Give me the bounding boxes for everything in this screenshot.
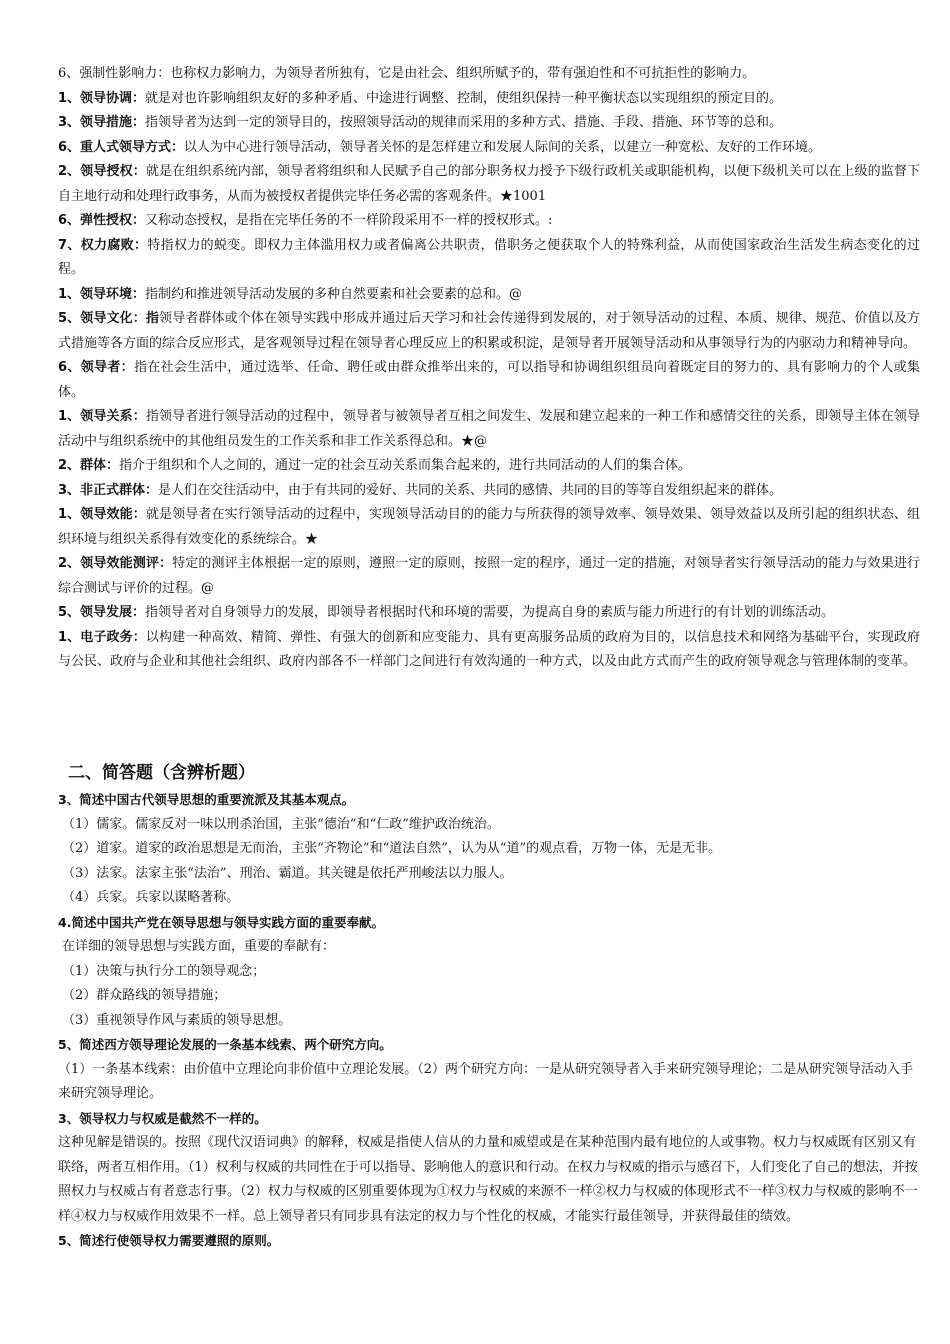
definition-term: 3、非正式群体： [58, 482, 159, 498]
question-heading: 5、简述西方领导理论发展的一条基本线索、两个研究方向。 [58, 1037, 392, 1052]
definition-item [58, 160, 920, 209]
definition-term: 2、群体： [58, 458, 120, 473]
answer-line: （1）儒家。儒家反对一味以刑杀治国，主张“德治”和“仁政”维护政治统治。 [62, 816, 500, 832]
definition-text: 就是在组织系统内部，领导者将组织和人民赋予自己的部分职务权力授予下级行政机关或职能机构，以便下级机关可以在上级的监督下自主地行动和处理行政事务，从而为被授权者提供完毕任务必需的客观条件。★1001 [58, 164, 920, 204]
definition-term: 2、领导授权： [58, 164, 146, 179]
question-heading: 3、领导权力与权威是截然不一样的。 [58, 1110, 267, 1126]
definition-term: 5、领导文化：指 [58, 311, 160, 326]
definition-term: 1、电子政务： [58, 629, 146, 645]
definition-text: 就是对也许影响组织友好的多种矛盾、中途进行调整、控制，使组织保持一种平衡状态以实现组织的预定目的。 [145, 90, 783, 106]
definition-text: 领导者群体或个体在领导实践中形成并通过后天学习和社会传递得到发展的，对于领导活动的过程、本质、规律、规范、价值以及方式措施等各方面的综合反应形式，是客观领导过程在领导者心理反应上的积累或积淀，是领导者开展领导活动和从事领导行为的内驱动力和精神导向。 [58, 311, 920, 351]
answer-line: （3）法家。法家主张“法治”、刑治、霸道。其关键是依托严刑峻法以力服人。 [62, 865, 513, 881]
definition-text: 就是领导者在实行领导活动的过程中，实现领导活动目的的能力与所获得的领导效率、领导效果、领导效益以及所引起的组织状态、组织环境与组织关系得有效变化的系统综合。★ [58, 507, 920, 547]
question-heading: 3、简述中国古代领导思想的重要流派及其基本观点。 [58, 792, 355, 807]
definition-item [58, 626, 920, 675]
definition-term: 2、领导效能测评： [58, 556, 173, 571]
question-heading: 5、简述行使领导权力需要遵照的原则。 [58, 1233, 280, 1248]
answer-line: （2）群众路线的领导措施； [62, 988, 227, 1003]
definition-item [58, 234, 920, 283]
answer-intro: 在详细的领导思想与实践方面，重要的奉献有： [62, 939, 336, 954]
definition-text: 指领导者对自身领导力的发展，即领导者根据时代和环境的需要，为提高自身的素质与能力所进行的有计划的训练活动。 [145, 605, 835, 620]
definition-item [58, 503, 920, 552]
definition-item [58, 111, 920, 136]
definitions-list [58, 62, 920, 675]
answer-paragraph: 这种见解是错误的。按照《现代汉语词典》的解释，权威是指使人信从的力量和威望或是在某种范围内最有地位的人或事物。权力与权威既有区别又有联络，两者互相作用。（1）权利与权威的共同性在于可以指导、影响他人的意识和行动。在权力与权威的指示与感召下，人们变化了自己的想法，并按照权力与权威占有者意志行事。（2）权力与权威的区别重要体现为①权力与权威的来源不一样②权力与权威的体现形式不一样③权力与权威的影响不一样④权力与权威作用效果不一样。总上领导者只有同步具有法定的权力与个性化的权威，才能实行最佳领导，并获得最佳的绩效。 [58, 1135, 918, 1224]
definition-item [58, 136, 920, 161]
definition-item [58, 356, 920, 405]
definition-text: 以人为中心进行领导活动，领导者关怀的是怎样建立和发展人际间的关系，以建立一种宽松、友好的工作环境。 [184, 139, 822, 155]
definition-item [58, 307, 920, 356]
answer-line: （4）兵家。兵家以谋略著称。 [62, 890, 240, 905]
definition-item [58, 479, 920, 504]
definition-item: 6、强制性影响力：也称权力影响力，为领导者所独有，它是由社会、组织所赋予的，带有强迫性和不可抗拒性的影响力。 [58, 66, 756, 81]
question-heading: 4.简述中国共产党在领导思想与领导实践方面的重要奉献。 [58, 914, 384, 930]
definition-term: 1、领导关系： [58, 409, 146, 424]
definition-text: 是人们在交往活动中，由于有共同的爱好、共同的关系、共同的感情、共同的目的等等自发组织起来的群体。 [158, 482, 783, 498]
definition-text: 指领导者进行领导活动的过程中，领导者与被领导者互相之间发生、发展和建立起来的一种工作和感情交往的关系，即领导主体在领导活动中与组织系统中的其他组员发生的工作关系和非工作关系得总和。★@ [58, 409, 920, 449]
definition-term: 6、重人式领导方式： [58, 139, 185, 155]
definition-text: 特指权力的蜕变。即权力主体滥用权力或者偏离公共职责，借职务之便获取个人的特殊利益，从而使国家政治生活发生病态变化的过程。 [58, 237, 920, 277]
answer-paragraph: （1）一条基本线索：由价值中立理论向非价值中立理论发展。（2）两个研究方向：一是从研究领导者入手来研究领导理论；二是从研究领导活动入手来研究领导理论。 [58, 1061, 914, 1101]
definition-item [58, 552, 920, 601]
definition-text: 指在社会生活中，通过选举、任命、聘任或由群众推举出来的，可以指导和协调组织组员向着既定目的努力的、具有影响力的个人或集体。 [58, 360, 920, 400]
definition-text: 以构建一种高效、精简、弹性、有强大的创新和应变能力、具有更高服务品质的政府为目的，以信息技术和网络为基础平台，实现政府与公民、政府与企业和其他社会组织、政府内部各不一样部门之间进行有效沟通的一种方式，以及由此方式而产生的政府领导观念与管理体制的变革。 [58, 629, 920, 669]
definition-item [58, 405, 920, 454]
definition-term: 6、领导者： [58, 360, 135, 375]
answer-line: （1）决策与执行分工的领导观念； [62, 963, 266, 979]
definition-text: 特定的测评主体根据一定的原则，遵照一定的原则，按照一定的程序，通过一定的措施，对领导者实行领导活动的能力与效果进行综合测试与评价的过程。@ [58, 556, 920, 596]
section-heading: 二、简答题（含辨析题） [68, 763, 255, 783]
definition-term: 6、弹性授权： [58, 213, 146, 228]
answer-line: （2）道家。道家的政治思想是无而治，主张“齐物论”和“道法自然”，认为从“道”的观点看，万物一体，无是无非。 [62, 841, 722, 856]
short-answer-section [58, 760, 920, 1254]
definition-term: 7、权力腐败： [58, 237, 148, 253]
definition-term: 1、领导协调： [58, 90, 146, 106]
definition-term: 1、领导环境： [58, 286, 146, 302]
definition-item [58, 283, 920, 308]
definition-item [58, 601, 920, 626]
definition-term: 1、领导效能： [58, 507, 146, 522]
definition-text: 指制约和推进领导活动发展的多种自然要素和社会要素的总和。@ [145, 286, 523, 302]
definition-term: 5、领导发展： [58, 605, 146, 620]
definition-text: 指介于组织和个人之间的，通过一定的社会互动关系而集合起来的，进行共同活动的人们的集合体。 [119, 458, 692, 473]
definition-term: 3、领导措施： [58, 115, 146, 130]
definition-item [58, 454, 920, 479]
definition-item [58, 87, 920, 112]
answer-line: （3）重视领导作风与素质的领导思想。 [62, 1012, 292, 1028]
definition-item [58, 209, 920, 234]
definition-text: 又称动态授权，是指在完毕任务的不一样阶段采用不一样的授权形式。: [145, 213, 553, 228]
definition-text: 指领导者为达到一定的领导目的，按照领导活动的规律而采用的多种方式、措施、手段、措施、环节等的总和。 [145, 115, 783, 130]
